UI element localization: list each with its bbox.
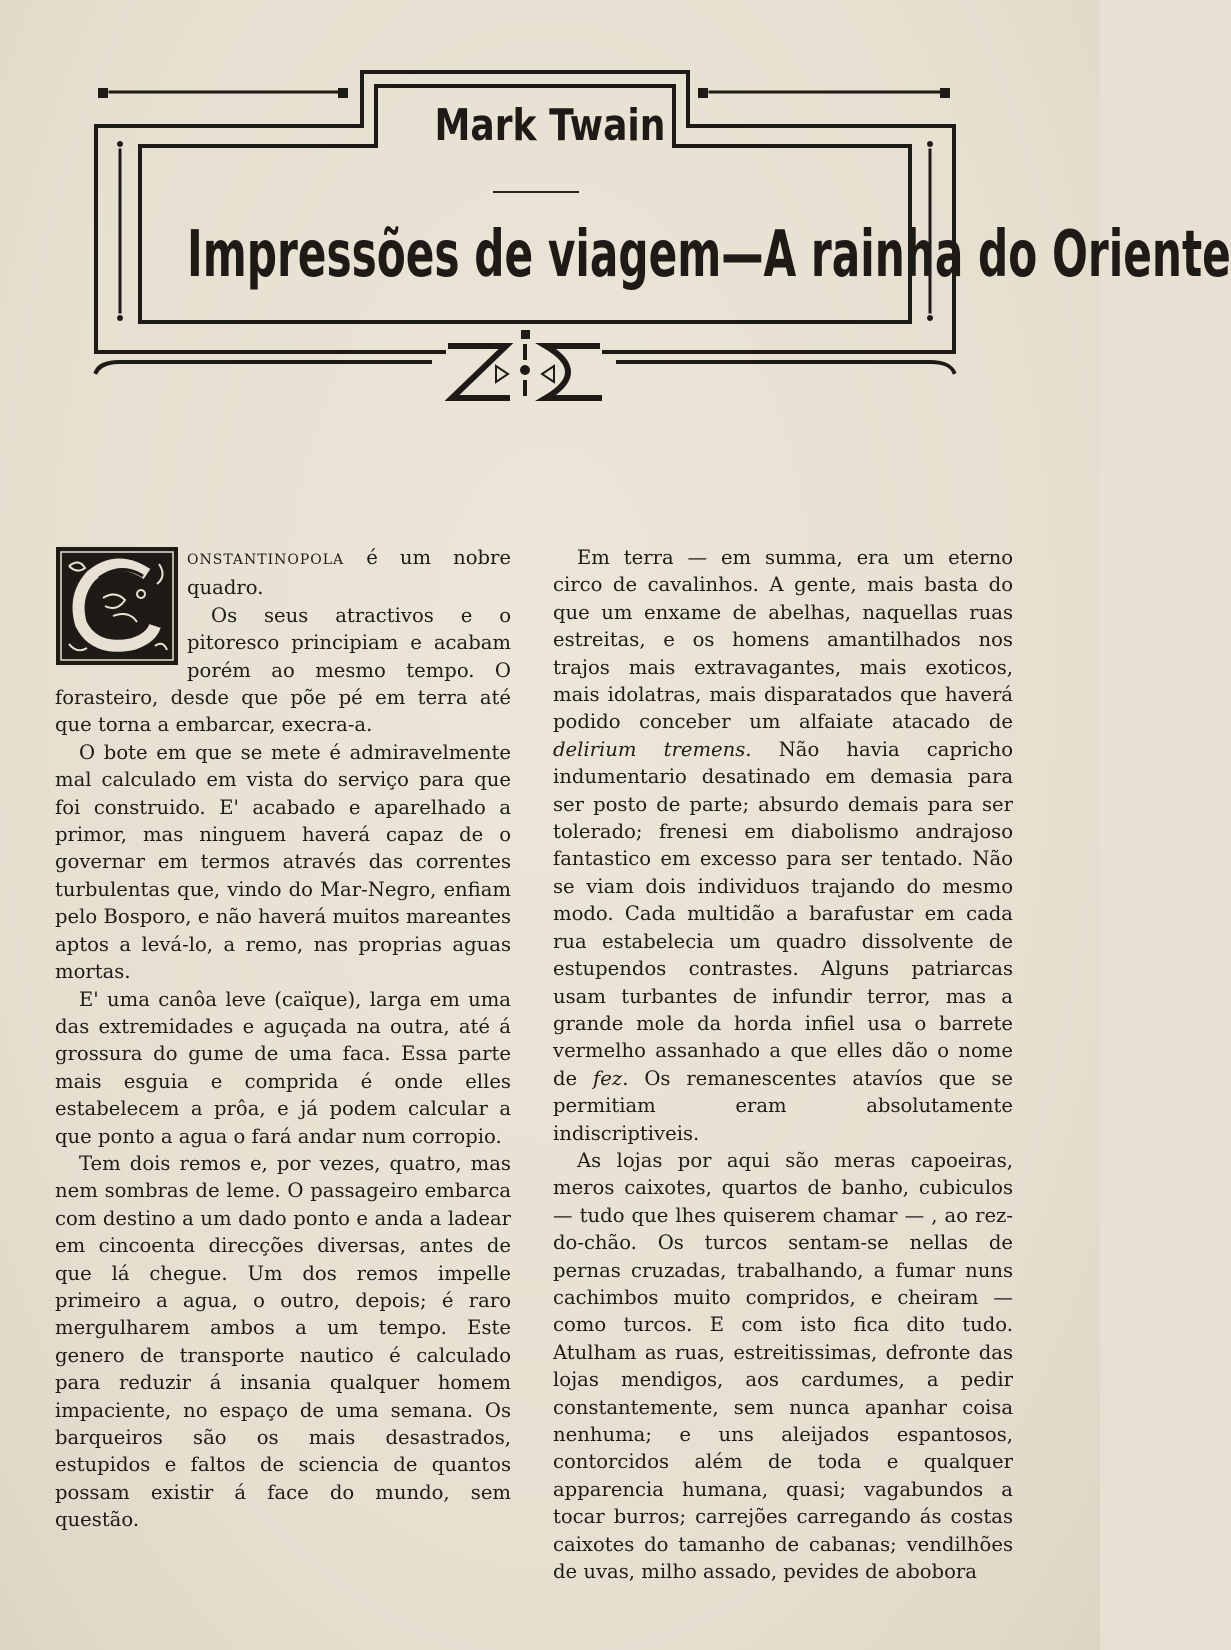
right-paragraph-1-text-a: Em terra — em summa, era um eterno circo de cavalinhos. A gente, mais basta do que um enxame de abelhas, naquellas ruas estreitas, e os homens amantilhados nos trajos mais extravagantes, mais exoticos, mais idolatras, mais disparatados que haverá podido conceber um alfaiate atacado de — [553, 546, 1013, 734]
left-paragraph-3: E' uma canôa leve (caïque), larga em uma das extremidades e aguçada na outra, até á grossura do gume de uma faca. Essa parte mais esguia e comprida é onde elles estabelecem a prôa, e já podem calcular a que ponto a agua o fará andar num corropio. — [55, 987, 511, 1148]
article-title: Impressões de viagem—A rainha do Oriente — [187, 218, 1231, 292]
ornamental-dropcap-c — [55, 546, 179, 666]
right-paragraph-1-text-b: Não havia capricho indumentario desatinado em demasia para ser posto de parte; absurdo demais para ser tolerado; frenesi em diabolismo andrajoso fantastico em excesso para ser tentado. Não se viam dois individuos trajando do mesmo modo. Cada multidão a barafustar em cada rua estabelecia um quadro dissolvente de estupendos contrastes. Alguns patriarcas usam turbantes de infundir terror, mas a grande mole da horda infiel usa o barrete vermelho assanhado a que elles dão o nome de — [553, 737, 1013, 1090]
right-paragraph-2: As lojas por aqui são meras capoeiras, meros caixotes, quartos de banho, cubiculos — tudo que lhes quiserem chamar — , ao rez-do-chão. Os turcos sentam-se nellas de pernas cruzadas, trabalhando, a fumar nuns cachimbos muito compridos, e cheiram — como turcos. E com isto fica dito tudo. Atulham as ruas, estreitissimas, defronte das lojas mendigos, aos cardumes, a pedir constantemente, sem nunca apanhar coisa nenhuma; e uns aleijados espantosos, contorcidos além de toda e qualquer apparencia humana, quasi; vagabundos a tocar burros; carrejões carregando ás costas caixotes do tamanho de cabanas; vendilhões de uvas, milho assado, pevides de abobora — [553, 1148, 1013, 1584]
ornamental-title-frame — [0, 0, 1231, 430]
right-paragraph-1-text-c: Os remanescentes atavíos que se permitiam eram absolutamente indiscriptiveis. — [553, 1066, 1013, 1145]
italic-delirium: delirium tremens. — [553, 737, 752, 761]
opening-smallcaps: ONSTANTINOPOLA — [187, 552, 345, 568]
left-paragraph-4: Tem dois remos e, por vezes, quatro, mas nem sombras de leme. O passageiro embarca com destino a um dado ponto e anda a ladear em cincoenta direcções diversas, antes de que lá chegue. Um dos remos impelle primeiro a agua, o outro, depois; é raro mergulharem ambos a um tempo. Este genero de transporte nautico é calculado para reduzir á insania qualquer homem impaciente, no espaço de uma semana. Os barqueiros são os mais desastrados, estupidos e faltos de sciencia de quantos possam existir á face do mundo, sem questão. — [55, 1151, 511, 1532]
right-column — [553, 544, 1013, 1585]
left-column — [55, 544, 511, 1534]
left-paragraph-1: Os seus atractivos e o pitoresco principiam e acabam porém ao mesmo tempo. O forasteiro, desde que põe pé em terra até que torna a embarcar, execra-a. — [55, 603, 511, 737]
italic-fez: fez. — [593, 1066, 629, 1090]
left-paragraph-2: O bote em que se mete é admiravelmente mal calculado em vista do serviço para que foi construido. E' acabado e aparelhado a primor, mas ninguem haverá capaz de o governar em termos através das correntes turbulentas que, vindo do Mar-Negro, enfiam pelo Bosporo, e não haverá muitos mareantes aptos a levá-lo, a remo, nas proprias aguas mortas. — [55, 740, 511, 984]
opening-text: é um nobre quadro. — [187, 546, 511, 600]
author-name: Mark Twain — [434, 100, 666, 151]
right-paragraph-1 — [553, 544, 1013, 1147]
title-divider — [493, 191, 579, 193]
